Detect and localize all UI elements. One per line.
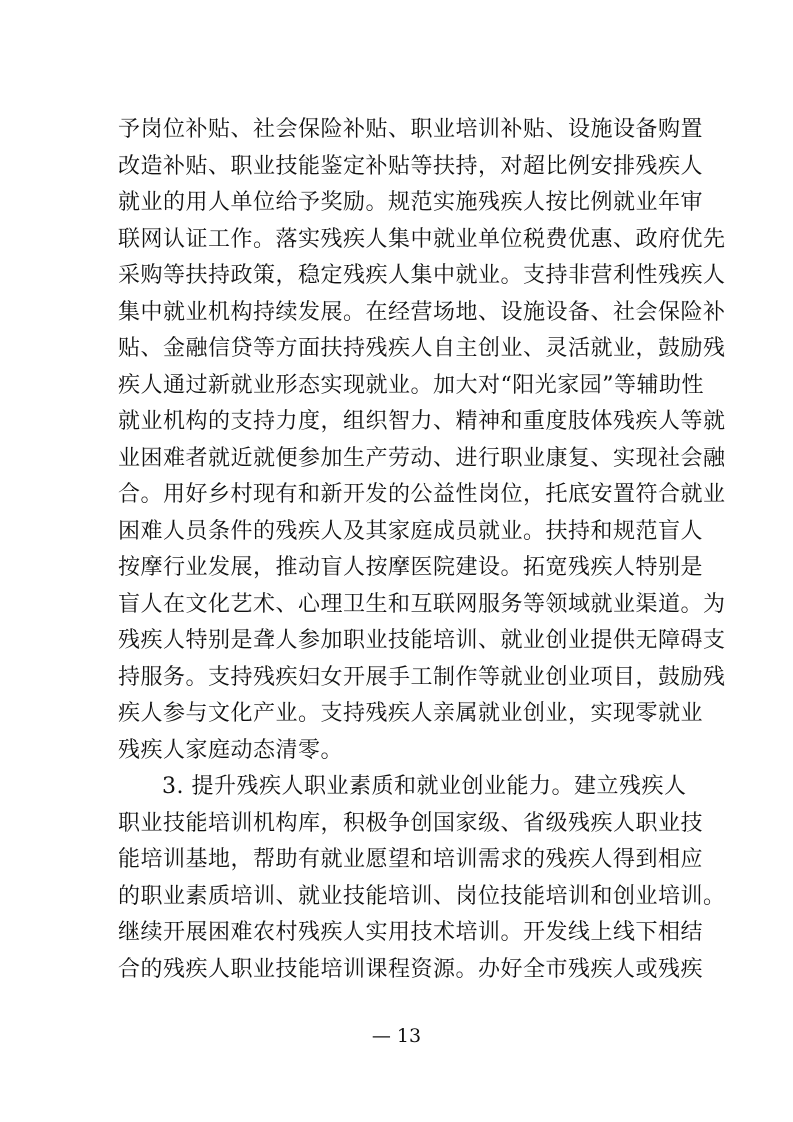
text-line: 就业的用人单位给予奖励。规范实施残疾人按比例就业年审 [118,190,704,215]
text-line: 能培训基地，帮助有就业愿望和培训需求的残疾人得到相应 [118,847,704,872]
text-line: 贴、金融信贷等方面扶持残疾人自主创业、灵活就业，鼓励残 [118,336,726,361]
body-text [118,112,726,988]
text-line: 残疾人家庭动态清零。 [118,737,344,763]
text-line: 集中就业机构持续发展。在经营场地、设施设备、社会保险补 [118,299,726,325]
text-line: 联网认证工作。落实残疾人集中就业单位税费优惠、政府优先 [118,226,726,252]
text-line: 改造补贴、职业技能鉴定补贴等扶持，对超比例安排残疾人 [118,153,704,179]
text-line: 继续开展困难农村残疾人实用技术培训。开发线上线下相结 [118,920,704,945]
text-line: 残疾人特别是聋人参加职业技能培训、就业创业提供无障碍支 [118,628,726,653]
text-line: 职业技能培训机构库，积极争创国家级、省级残疾人职业技 [118,810,704,836]
text-line: 业困难者就近就便参加生产劳动、进行职业康复、实现社会融 [118,445,726,471]
text-line: 就业机构的支持力度，组织智力、精神和重度肢体残疾人等就 [118,409,726,434]
text-line: 按摩行业发展，推动盲人按摩医院建设。拓宽残疾人特别是 [118,555,704,580]
paragraph-1 [118,112,726,769]
text-line: 持服务。支持残疾妇女开展手工制作等就业创业项目，鼓励残 [118,664,726,690]
text-line: 采购等扶持政策，稳定残疾人集中就业。支持非营利性残疾人 [118,263,726,288]
paragraph-2 [118,769,726,988]
text-line: 予岗位补贴、社会保险补贴、职业培训补贴、设施设备购置 [118,117,704,142]
text-line: 疾人通过新就业形态实现就业。加大对“阳光家园”等辅助性 [118,372,704,398]
text-line: 困难人员条件的残疾人及其家庭成员就业。扶持和规范盲人 [118,518,704,544]
text-line: 合的残疾人职业技能培训课程资源。办好全市残疾人或残疾 [118,956,704,982]
page-number: — 13 [371,1025,422,1047]
text-line: 疾人参与文化产业。支持残疾人亲属就业创业，实现零就业 [118,701,704,726]
text-line: 3. 提升残疾人职业素质和就业创业能力。建立残疾人 [162,774,687,799]
text-line: 盲人在文化艺术、心理卫生和互联网服务等领域就业渠道。为 [118,591,726,617]
text-line: 合。用好乡村现有和新开发的公益性岗位，托底安置符合就业 [118,482,726,507]
text-line: 的职业素质培训、就业技能培训、岗位技能培训和创业培训。 [118,883,726,909]
